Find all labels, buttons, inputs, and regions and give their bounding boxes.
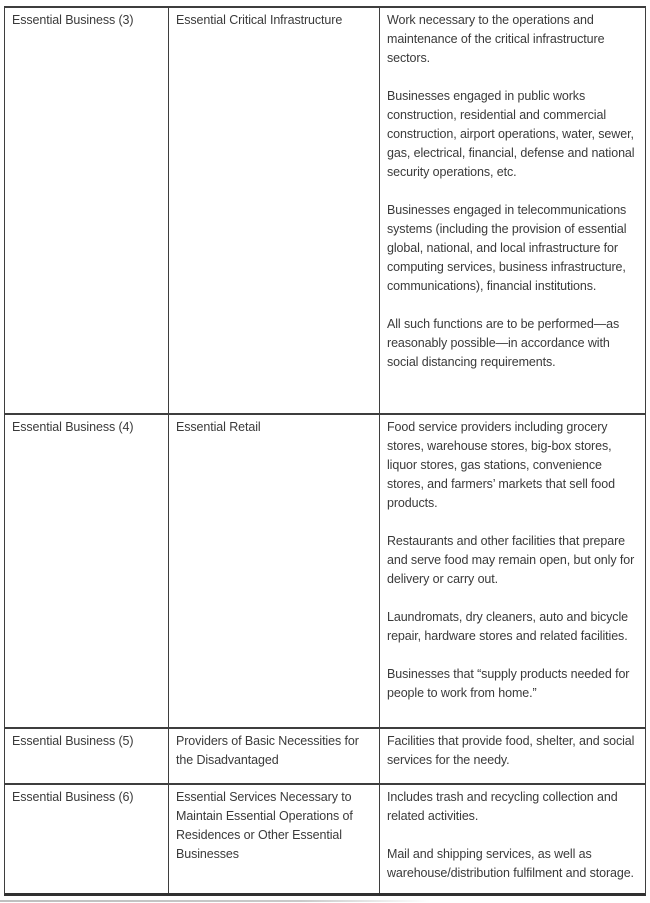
description-paragraph: All such functions are to be performed—as reasonably possible—in accordance with social distancing requirements.: [387, 317, 620, 369]
description-paragraph: Businesses engaged in public works construction, residential and commercial construction, airport operations, water, sewer, gas, electrical, financial, defense and national security operations, etc.: [387, 89, 635, 179]
cell-business-name: [169, 729, 380, 783]
description-paragraph: Restaurants and other facilities that prepare and serve food may remain open, but only for delivery or carry out.: [387, 534, 635, 586]
category-label: Essential Business (5): [12, 734, 134, 748]
category-label: Essential Business (3): [12, 13, 134, 27]
description-paragraph: Laundromats, dry cleaners, auto and bicycle repair, hardware stores and related facilities.: [387, 610, 628, 643]
cell-category: [5, 785, 169, 893]
description-paragraph: Businesses that “supply products needed for people to work from home.”: [387, 667, 630, 700]
description-paragraph: Mail and shipping services, as well as warehouse/distribution fulfilment and storage.: [387, 847, 634, 880]
description-paragraph: Work necessary to the operations and maintenance of the critical infrastructure sectors.: [387, 13, 605, 65]
description-paragraph: Food service providers including grocery stores, warehouse stores, big-box stores, liquor stores, gas stations, convenience stores, and farmers’ markets that sell food products.: [387, 420, 615, 510]
table-row-essential-business-3: [5, 8, 645, 415]
page-edge-line: [0, 900, 430, 902]
cell-description: [380, 729, 645, 783]
cell-business-name: [169, 415, 380, 727]
cell-category: [5, 8, 169, 413]
description-paragraph: Includes trash and recycling collection and related activities.: [387, 790, 618, 823]
business-name-label: Essential Critical Infrastructure: [176, 13, 343, 27]
cell-category: [5, 729, 169, 783]
cell-business-name: [169, 8, 380, 413]
table-row-essential-business-6: [5, 785, 645, 893]
table-row-essential-business-4: [5, 415, 645, 729]
cell-description: [380, 785, 645, 893]
cell-description: [380, 415, 645, 727]
cell-category: [5, 415, 169, 727]
category-label: Essential Business (6): [12, 790, 134, 804]
description-paragraph: Businesses engaged in telecommunications systems (including the provision of essential global, national, and local infrastructure for computing services, business infrastructure, communications), financial institutions.: [387, 203, 627, 293]
table-row-essential-business-5: [5, 729, 645, 785]
business-name-label: Essential Retail: [176, 420, 261, 434]
category-label: Essential Business (4): [12, 420, 134, 434]
cell-business-name: [169, 785, 380, 893]
business-name-label: Providers of Basic Necessities for the Disadvantaged: [176, 734, 359, 767]
business-name-label: Essential Services Necessary to Maintain Essential Operations of Residences or Other Essential Businesses: [176, 790, 353, 861]
description-paragraph: Facilities that provide food, shelter, and social services for the needy.: [387, 734, 635, 767]
essential-business-table: [4, 6, 646, 896]
cell-description: [380, 8, 645, 413]
